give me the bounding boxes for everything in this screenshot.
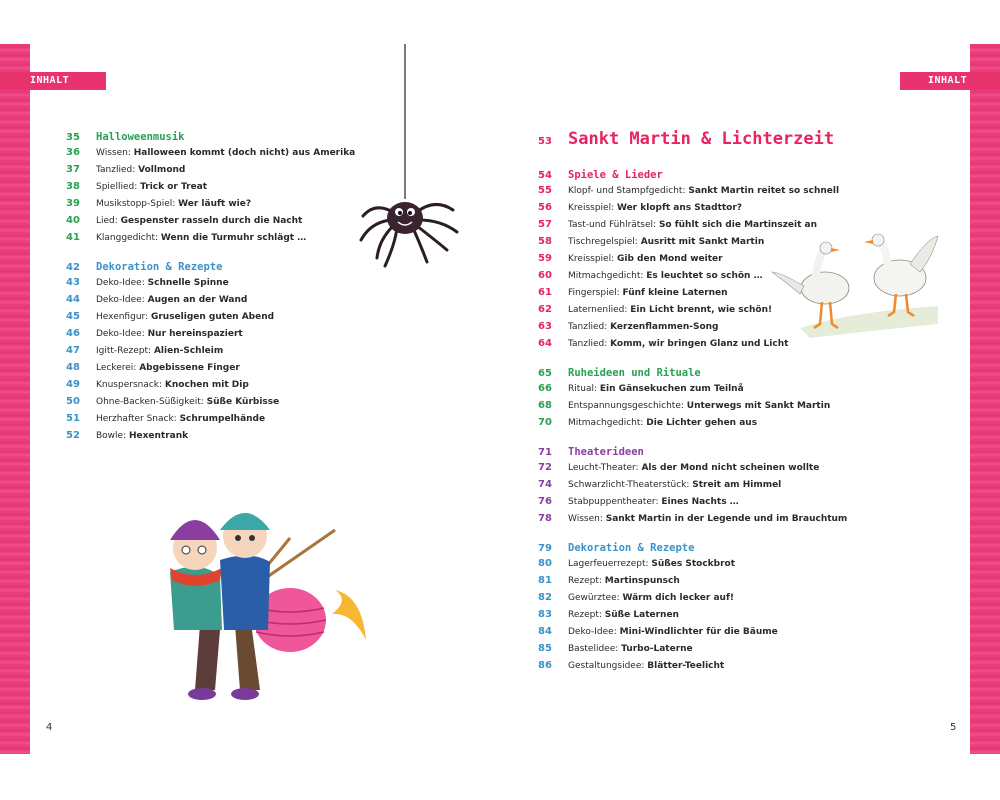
- entry-title: Hexentrank: [128, 431, 189, 441]
- entry-label: Tast-und Fühlrätsel:: [568, 220, 659, 230]
- section-number: 42: [66, 262, 80, 273]
- entry-page-number: 41: [66, 232, 80, 243]
- entry-title: Fünf kleine Laternen: [622, 288, 728, 298]
- entry-label: Leckerei:: [96, 363, 140, 373]
- section-title: Ruheideen und Rituale: [568, 367, 701, 379]
- section-heading: [538, 441, 847, 459]
- entry-label: Laternenlied:: [568, 305, 631, 315]
- entry-label: Tanzlied:: [96, 165, 139, 175]
- entry-title: Martinspunsch: [604, 576, 680, 586]
- section-heading: [538, 537, 847, 555]
- entry-page-number: 74: [538, 479, 552, 490]
- entry-title: Gespenster rasseln durch die Nacht: [120, 216, 303, 226]
- toc-entry: [66, 325, 355, 342]
- entry-label: Ritual:: [568, 384, 600, 394]
- entry-title: Ein Licht brennt, wie schön!: [630, 305, 773, 315]
- entry-page-number: 50: [66, 396, 80, 407]
- toc-entry: [538, 182, 847, 199]
- toc-entry: [538, 589, 847, 606]
- entry-page-number: 76: [538, 496, 552, 507]
- toc-entry: [66, 376, 355, 393]
- entry-title: Wer klopft ans Stadttor?: [616, 203, 743, 213]
- entry-label: Wissen:: [568, 514, 606, 524]
- toc-entry: [66, 274, 355, 291]
- entry-label: Stabpuppentheater:: [568, 497, 662, 507]
- entry-title: Wer läuft wie?: [178, 199, 252, 209]
- entry-label: Hexenfigur:: [96, 312, 151, 322]
- entry-label: Tanzlied:: [568, 339, 611, 349]
- entry-label: Schwarzlicht-Theaterstück:: [568, 480, 693, 490]
- entry-page-number: 83: [538, 609, 552, 620]
- entry-title: Sankt Martin in der Legende und im Brauchtum: [605, 514, 848, 524]
- entry-title: Gib den Mond weiter: [616, 254, 723, 264]
- toc-entry: [66, 359, 355, 376]
- page-number-right: 5: [950, 722, 957, 733]
- toc-entry: [538, 414, 847, 431]
- entry-label: Herzhafter Snack:: [96, 414, 180, 424]
- geese-illustration: [770, 228, 940, 348]
- entry-title: Süße Laternen: [604, 610, 679, 620]
- entry-label: Mitmachgedicht:: [568, 271, 647, 281]
- entry-title: Unterwegs mit Sankt Martin: [686, 401, 831, 411]
- toc-entry: [66, 427, 355, 444]
- left-toc: [66, 126, 355, 444]
- toc-entry: [538, 493, 847, 510]
- entry-title: Ausritt mit Sankt Martin: [640, 237, 765, 247]
- entry-label: Klanggedicht:: [96, 233, 161, 243]
- entry-title: Nur hereinspaziert: [147, 329, 243, 339]
- entry-title: Wenn die Turmuhr schlägt …: [160, 233, 307, 243]
- entry-title: Die Lichter gehen aus: [646, 418, 758, 428]
- toc-entry: [538, 657, 847, 674]
- entry-title: Schnelle Spinne: [147, 278, 229, 288]
- entry-label: Fingerspiel:: [568, 288, 623, 298]
- section-gap: [538, 431, 847, 441]
- toc-entry: [538, 640, 847, 657]
- entry-page-number: 72: [538, 462, 552, 473]
- toc-entry: [66, 342, 355, 359]
- entry-page-number: 37: [66, 164, 80, 175]
- toc-entry: [538, 606, 847, 623]
- entry-page-number: 38: [66, 181, 80, 192]
- section-heading: [538, 164, 847, 182]
- entry-page-number: 56: [538, 202, 552, 213]
- entry-page-number: 45: [66, 311, 80, 322]
- entry-label: Ohne-Backen-Süßigkeit:: [96, 397, 207, 407]
- entry-title: Es leuchtet so schön …: [646, 271, 763, 281]
- entry-label: Gewürztee:: [568, 593, 623, 603]
- entry-label: Deko-Idee:: [96, 295, 148, 305]
- entry-title: So fühlt sich die Martinszeit an: [658, 220, 818, 230]
- entry-label: Musikstopp-Spiel:: [96, 199, 179, 209]
- section-heading: [66, 126, 355, 144]
- toc-entry: [538, 199, 847, 216]
- entry-label: Lied:: [96, 216, 121, 226]
- entry-label: Deko-Idee:: [96, 278, 148, 288]
- entry-title: Abgebissene Finger: [139, 363, 240, 373]
- right-header-tab: INHALT: [900, 72, 1000, 90]
- entry-page-number: 68: [538, 400, 552, 411]
- section-number: 65: [538, 368, 552, 379]
- section-number: 35: [66, 132, 80, 143]
- entry-page-number: 48: [66, 362, 80, 373]
- entry-title: Mini-Windlichter für die Bäume: [619, 627, 778, 637]
- section-number: 54: [538, 170, 552, 181]
- toc-entry: [66, 212, 355, 229]
- entry-page-number: 51: [66, 413, 80, 424]
- entry-title: Süßes Stockbrot: [651, 559, 736, 569]
- entry-title: Eines Nachts …: [661, 497, 739, 507]
- section-title: Theaterideen: [568, 446, 644, 458]
- left-header-tab: INHALT: [0, 72, 106, 90]
- section-title: Dekoration & Rezepte: [568, 542, 695, 554]
- toc-entry: [66, 308, 355, 325]
- entry-page-number: 57: [538, 219, 552, 230]
- entry-label: Spiellied:: [96, 182, 141, 192]
- entry-label: Tischregelspiel:: [568, 237, 641, 247]
- toc-entry: [538, 572, 847, 589]
- section-number: 79: [538, 543, 552, 554]
- entry-page-number: 82: [538, 592, 552, 603]
- toc-entry: [66, 144, 355, 161]
- toc-entry: [66, 229, 355, 246]
- entry-label: Knuspersnack:: [96, 380, 165, 390]
- entry-title: Streit am Himmel: [692, 480, 782, 490]
- entry-label: Leucht-Theater:: [568, 463, 642, 473]
- entry-label: Igitt-Rezept:: [96, 346, 154, 356]
- toc-entry: [66, 410, 355, 427]
- entry-page-number: 52: [66, 430, 80, 441]
- entry-label: Tanzlied:: [568, 322, 611, 332]
- entry-title: Halloween kommt (doch nicht) aus Amerika: [133, 148, 356, 158]
- toc-entry: [538, 476, 847, 493]
- entry-page-number: 40: [66, 215, 80, 226]
- section-title: Spiele & Lieder: [568, 169, 663, 181]
- entry-label: Wissen:: [96, 148, 134, 158]
- entry-label: Klopf- und Stampfgedicht:: [568, 186, 689, 196]
- entry-title: Knochen mit Dip: [164, 380, 249, 390]
- entry-title: Gruseligen guten Abend: [150, 312, 275, 322]
- entry-title: Wärm dich lecker auf!: [622, 593, 734, 603]
- entry-page-number: 47: [66, 345, 80, 356]
- toc-entry: [538, 623, 847, 640]
- entry-title: Ein Gänsekuchen zum Teilnå: [599, 384, 744, 394]
- entry-title: Augen an der Wand: [147, 295, 248, 305]
- entry-title: Komm, wir bringen Glanz und Licht: [610, 339, 789, 349]
- section-gap: [538, 154, 847, 164]
- entry-label: Entspannungsgeschichte:: [568, 401, 687, 411]
- toc-entry: [538, 397, 847, 414]
- entry-title: Schrumpelhände: [179, 414, 266, 424]
- entry-label: Kreisspiel:: [568, 203, 617, 213]
- entry-title: Süße Kürbisse: [206, 397, 280, 407]
- entry-title: Turbo-Laterne: [621, 644, 693, 654]
- entry-page-number: 86: [538, 660, 552, 671]
- toc-entry: [538, 459, 847, 476]
- entry-page-number: 58: [538, 236, 552, 247]
- right-toc: [538, 124, 847, 674]
- entry-label: Rezept:: [568, 576, 605, 586]
- toc-entry: [66, 393, 355, 410]
- entry-page-number: 49: [66, 379, 80, 390]
- entry-title: Alien-Schleim: [153, 346, 224, 356]
- entry-title: Kerzenflammen-Song: [610, 322, 719, 332]
- entry-label: Lagerfeuerrezept:: [568, 559, 652, 569]
- right-pink-strip: [970, 44, 1000, 754]
- entry-page-number: 46: [66, 328, 80, 339]
- entry-label: Deko-Idee:: [568, 627, 620, 637]
- section-gap: [66, 246, 355, 256]
- toc-entry: [538, 380, 847, 397]
- entry-title: Vollmond: [138, 165, 186, 175]
- entry-title: Trick or Treat: [140, 182, 208, 192]
- entry-title: Als der Mond nicht scheinen wollte: [641, 463, 820, 473]
- entry-title: Sankt Martin reitet so schnell: [688, 186, 840, 196]
- toc-entry: [66, 195, 355, 212]
- toc-entry: [66, 291, 355, 308]
- section-gap: [538, 527, 847, 537]
- toc-entry: [538, 510, 847, 527]
- spider-illustration: [355, 44, 465, 274]
- entry-page-number: 61: [538, 287, 552, 298]
- entry-page-number: 63: [538, 321, 552, 332]
- entry-label: Kreisspiel:: [568, 254, 617, 264]
- entry-page-number: 81: [538, 575, 552, 586]
- entry-page-number: 62: [538, 304, 552, 315]
- entry-label: Bastelidee:: [568, 644, 622, 654]
- section-number: 71: [538, 447, 552, 458]
- chapter-page-number: 53: [538, 136, 552, 147]
- page-number-left: 4: [46, 722, 53, 733]
- entry-page-number: 60: [538, 270, 552, 281]
- section-heading: [66, 256, 355, 274]
- entry-page-number: 39: [66, 198, 80, 209]
- entry-page-number: 78: [538, 513, 552, 524]
- chapter-title: [538, 124, 847, 154]
- entry-page-number: 66: [538, 383, 552, 394]
- section-gap: [538, 352, 847, 362]
- entry-page-number: 59: [538, 253, 552, 264]
- entry-label: Rezept:: [568, 610, 605, 620]
- toc-entry: [538, 555, 847, 572]
- entry-page-number: 55: [538, 185, 552, 196]
- entry-page-number: 44: [66, 294, 80, 305]
- entry-page-number: 43: [66, 277, 80, 288]
- toc-entry: [66, 178, 355, 195]
- entry-page-number: 85: [538, 643, 552, 654]
- entry-title: Blätter-Teelicht: [647, 661, 725, 671]
- entry-page-number: 36: [66, 147, 80, 158]
- entry-label: Deko-Idee:: [96, 329, 148, 339]
- left-pink-strip: [0, 44, 30, 754]
- toc-entry: [66, 161, 355, 178]
- section-title: Dekoration & Rezepte: [96, 261, 223, 273]
- chapter-title-text: Sankt Martin & Lichterzeit: [568, 129, 835, 149]
- kids-lanterns-illustration: [140, 490, 380, 710]
- entry-page-number: 70: [538, 417, 552, 428]
- section-title: Halloweenmusik: [96, 131, 185, 143]
- entry-label: Bowle:: [96, 431, 129, 441]
- section-heading: [538, 362, 847, 380]
- entry-page-number: 80: [538, 558, 552, 569]
- entry-page-number: 84: [538, 626, 552, 637]
- entry-label: Gestaltungsidee:: [568, 661, 648, 671]
- entry-label: Mitmachgedicht:: [568, 418, 647, 428]
- entry-page-number: 64: [538, 338, 552, 349]
